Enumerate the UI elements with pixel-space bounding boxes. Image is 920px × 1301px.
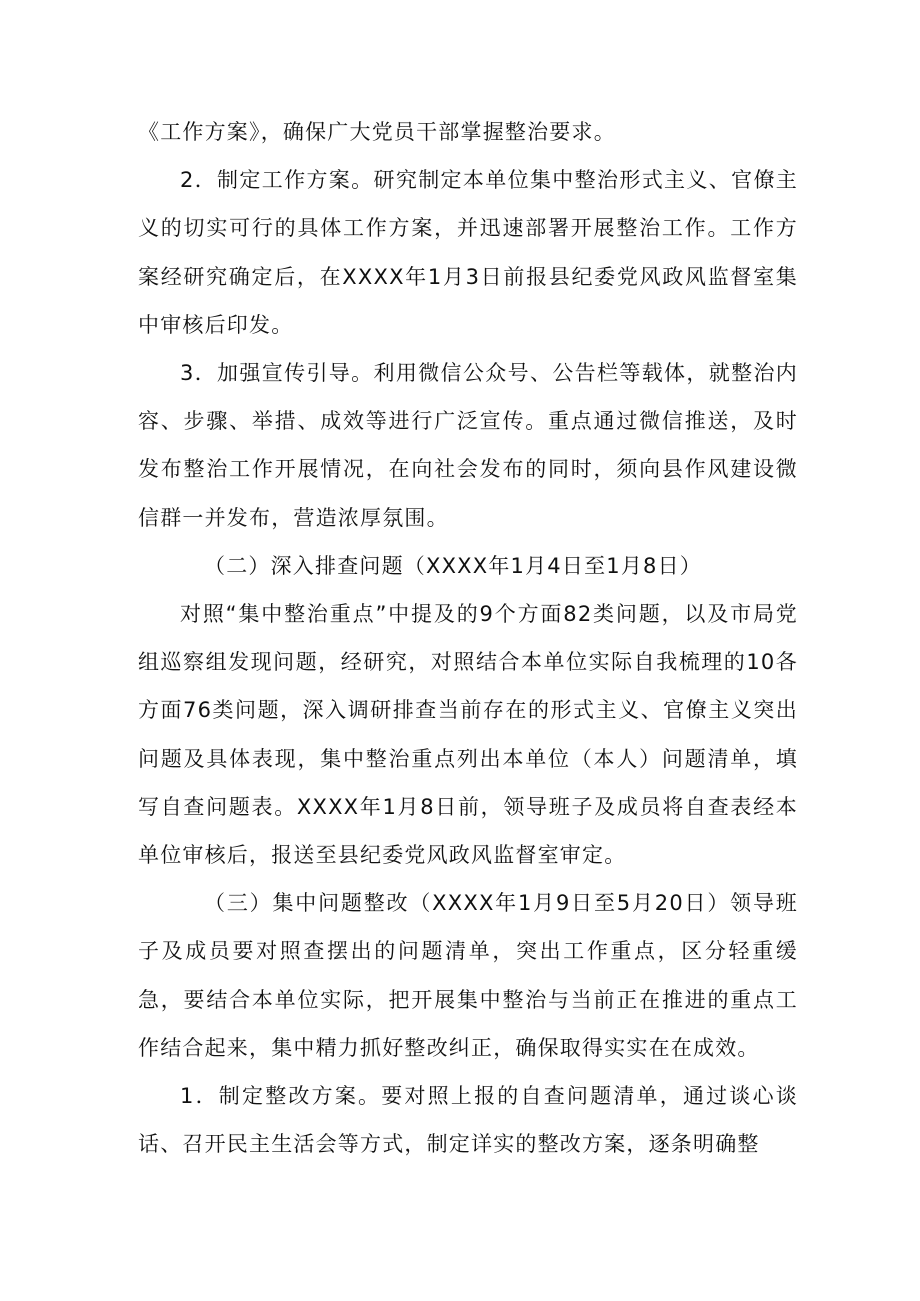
paragraph-section-2-body: 对照“集中整治重点”中提及的9个方面82类问题，以及市局党组巡察组发现问题，经研究，对照结合本单位实际自我梳理的10各方面76类问题，深入调研排查当前存在的形式主义、官僚主义突出问题及具体表现，集中整治重点列出本单位（本人）问题清单，填写自查问题表。XXXX年1月8日前，领导班子及成员将自查表经本单位审核后，报送至县纪委党风政风监督室审定。 xyxy=(138,602,798,868)
section-heading-3-paragraph: （三）集中问题整改（XXXX年1月9日至5月20日）领导班子及成员要对照查摆出的问题清单，突出工作重点，区分轻重缓急，要结合本单位实际，把开展集中整治与当前正在推进的重点工作结合起来，集中精力抓好整改纠正，确保取得实实在在成效。 xyxy=(138,891,798,1060)
paragraph-continuation: 《工作方案》，确保广大党员干部掌握整治要求。 xyxy=(138,120,616,144)
document-body xyxy=(138,108,798,1168)
paragraph-item-1: 1．制定整改方案。要对照上报的自查问题清单，通过谈心谈话、召开民主生活会等方式，制定详实的整改方案，逐条明确整 xyxy=(138,1084,798,1157)
paragraph-item-3: 3．加强宣传引导。利用微信公众号、公告栏等载体，就整治内容、步骤、举措、成效等进行广泛宣传。重点通过微信推送，及时发布整治工作开展情况，在向社会发布的同时，须向县作风建设微信群一并发布，营造浓厚氛围。 xyxy=(138,361,798,530)
paragraph-item-2: 2．制定工作方案。研究制定本单位集中整治形式主义、官僚主义的切实可行的具体工作方案，并迅速部署开展整治工作。工作方案经研究确定后，在XXXX年1月3日前报县纪委党风政风监督室集中审核后印发。 xyxy=(138,168,798,337)
section-heading-2: （二）深入排查问题（XXXX年1月4日至1月8日） xyxy=(204,553,702,578)
